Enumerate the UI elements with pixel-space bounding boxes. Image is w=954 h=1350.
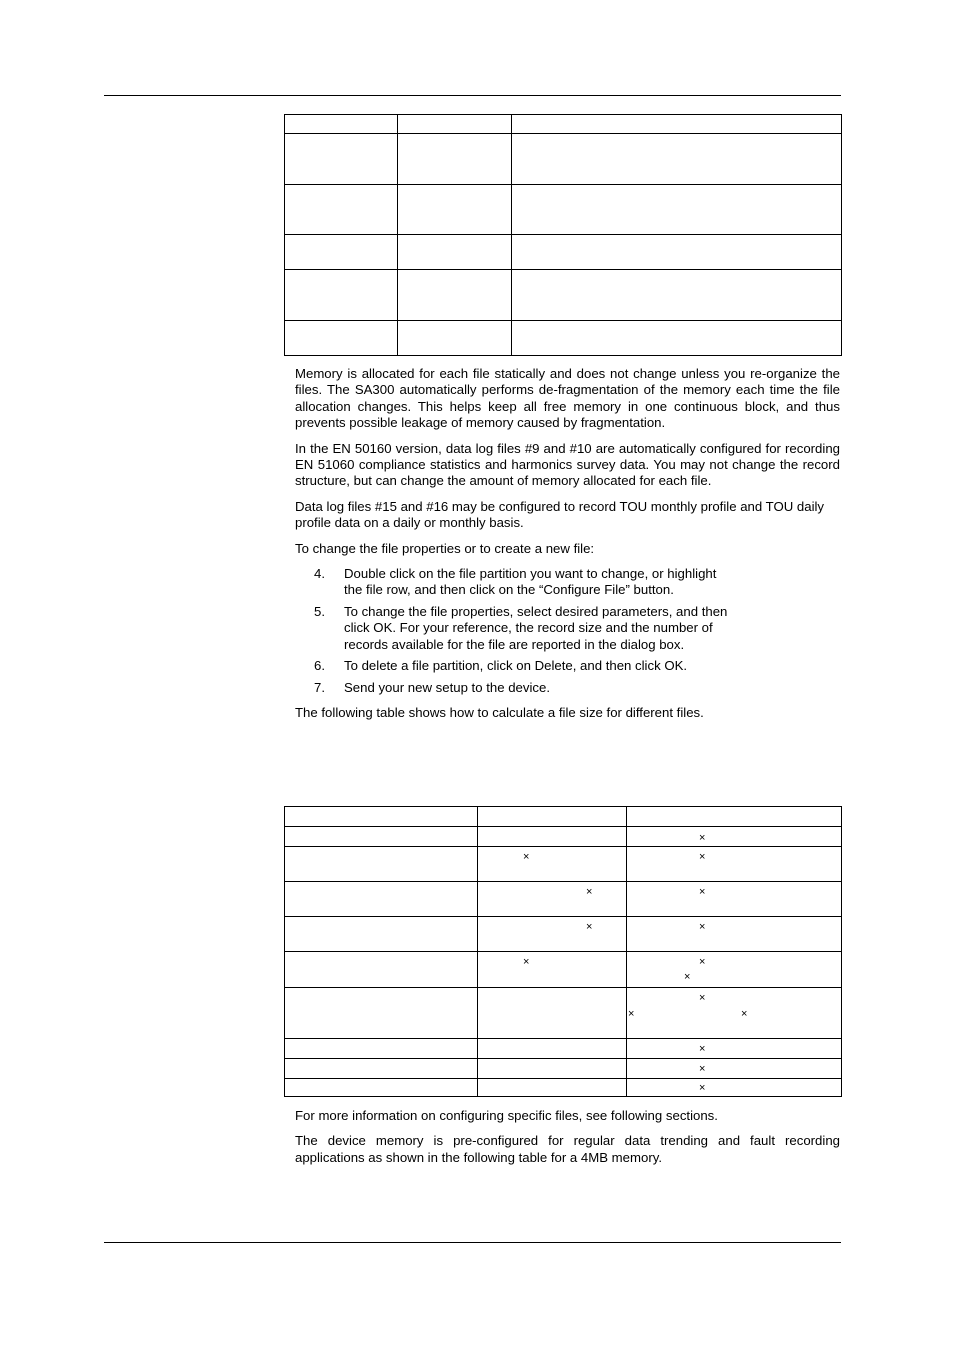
paragraph-table-intro: The following table shows how to calculate a file size for different files. — [295, 704, 704, 720]
table-row — [285, 270, 842, 321]
file-size-table — [284, 806, 842, 1097]
multiply-sign: × — [741, 1008, 748, 1020]
paragraph-en50160: In the EN 50160 version, data log files #9 and #10 are automatically configured for recording EN 51060 compliance statistics and harmonics survey data. You may not change the record structure, but can change the amount of memory allocated for each file. — [295, 440, 840, 489]
table-row — [285, 134, 842, 185]
multiply-sign: × — [523, 956, 530, 968]
multiply-sign: × — [586, 921, 593, 933]
header-rule — [104, 95, 841, 96]
table-row — [285, 952, 842, 988]
list-item: 4. Double click on the file partition you want to change, or highlight the file row, and then click on the “Configure File” button. — [314, 566, 717, 598]
table-row — [285, 185, 842, 235]
table-row — [285, 807, 842, 827]
paragraph-memory-allocation: Memory is allocated for each file statically and does not change unless you re-organize the files. The SA300 automatically performs de-fragmentation of the memory each time the file allocation changes. This helps keep all free memory in one continuous block, and thus prevents possible leakage of memory caused by fragmentation. — [295, 366, 840, 431]
multiply-sign: × — [699, 832, 706, 844]
table-row — [285, 1039, 842, 1059]
multiply-sign: × — [684, 971, 691, 983]
table-row — [285, 847, 842, 882]
table-row — [285, 917, 842, 952]
multiply-sign: × — [699, 1082, 706, 1094]
footer-rule — [104, 1242, 841, 1243]
multiply-sign: × — [699, 1063, 706, 1075]
multiply-sign: × — [628, 1008, 635, 1020]
list-item: 7. Send your new setup to the device. — [314, 679, 551, 695]
steps-list — [295, 566, 840, 696]
list-item: 6. To delete a file partition, click on Delete, and then click OK. — [314, 658, 688, 674]
body-text-top — [295, 366, 840, 730]
table-row — [285, 321, 842, 356]
multiply-sign: × — [699, 921, 706, 933]
table-row — [285, 115, 842, 134]
multiply-sign: × — [586, 886, 593, 898]
table-row — [285, 827, 842, 847]
paragraph-change-intro: To change the file properties or to create a new file: — [295, 540, 595, 556]
multiply-sign: × — [699, 1043, 706, 1055]
multiply-sign: × — [523, 851, 530, 863]
table-row — [285, 988, 842, 1039]
multiply-sign: × — [699, 956, 706, 968]
multiply-sign: × — [699, 851, 706, 863]
file-table-top — [284, 114, 842, 356]
paragraph-tou-files: Data log files #15 and #16 may be configured to record TOU monthly profile and TOU daily profile data on a daily or monthly basis. — [295, 498, 825, 531]
table-row — [285, 235, 842, 270]
multiply-sign: × — [699, 992, 706, 1004]
paragraph-preconfigured: The device memory is pre-configured for regular data trending and fault recording applications as shown in the following table for a 4MB memory. — [295, 1133, 840, 1165]
body-text-bottom — [295, 1108, 840, 1175]
table-row — [285, 1079, 842, 1097]
multiply-sign: × — [699, 886, 706, 898]
paragraph-more-info: For more information on configuring specific files, see following sections. — [295, 1108, 718, 1123]
table-row — [285, 1059, 842, 1079]
table-row — [285, 882, 842, 917]
list-item: 5. To change the file properties, select desired parameters, and then click OK. For your reference, the record size and the number of records available for the file are reported in the dialog box. — [314, 603, 728, 652]
